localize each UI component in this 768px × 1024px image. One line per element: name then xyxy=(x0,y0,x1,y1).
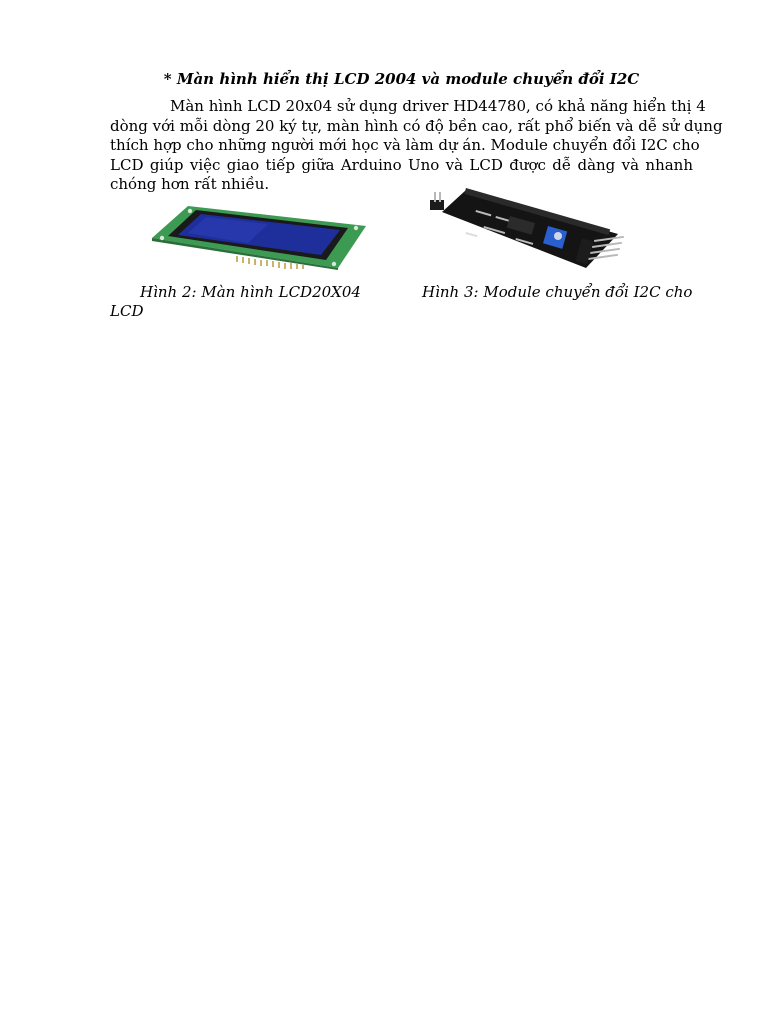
body-paragraph xyxy=(110,97,723,195)
figure-2-caption: Hình 2: Màn hình LCD20X04 xyxy=(140,283,361,301)
lcd-2004-image xyxy=(148,198,368,270)
i2c-module-image xyxy=(426,186,632,272)
i2c-jumper xyxy=(430,200,444,210)
paragraph-line: Màn hình LCD 20x04 sử dụng driver HD44780, có khả năng hiển thị 4 xyxy=(170,97,706,115)
figure-3-caption: Hình 3: Module chuyển đổi I2C cho xyxy=(422,283,693,301)
paragraph-line: thích hợp cho những người mới học và làm dự án. Module chuyển đổi I2C cho xyxy=(110,136,700,154)
paragraph-line: chóng hơn rất nhiều. xyxy=(110,175,270,193)
figure-3-caption-continuation: LCD xyxy=(110,302,144,320)
paragraph-line: dòng với mỗi dòng 20 ký tự, màn hình có độ bền cao, rất phổ biến và dễ sử dụng xyxy=(110,116,723,135)
section-heading: * Màn hình hiển thị LCD 2004 và module chuyển đổi I2C xyxy=(163,70,640,88)
paragraph-line: LCD giúp việc giao tiếp giữa Arduino Uno và LCD được dễ dàng và nhanh xyxy=(110,155,693,174)
